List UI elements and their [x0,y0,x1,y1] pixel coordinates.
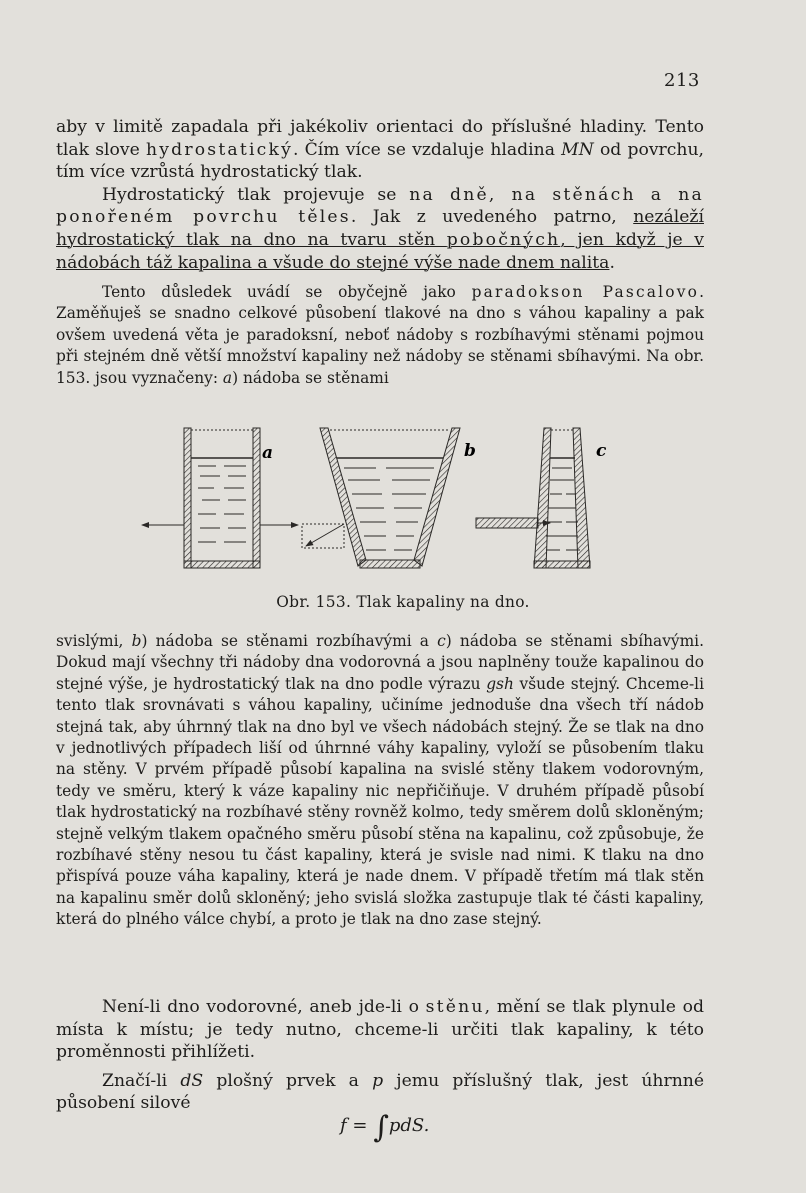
formula-rhs: pdS. [388,1115,430,1136]
text-run: aby v limitě zapadala při jakékoliv orientaci do příslušné hladiny. Tento tlak slove [56,117,704,160]
figure-caption: Obr. 153. Tlak kapaliny na dno. [276,593,530,611]
label-ref-b: b [131,632,142,650]
vessel-b [302,428,460,568]
label-ref-a: a [222,368,233,387]
figure-vessels [120,418,680,618]
text-run: nezáleží hydrostatický tlak na dno na tvaru stěn [56,207,704,250]
paragraph-vessel-explanation [56,631,704,931]
final-section [56,996,704,1115]
paragraph-pascal-paradox [56,282,704,389]
small-print-section [56,282,704,389]
text-run: , jen když je v nádobách táž kapalina a všude do stejné výše nade dnem nalita [56,229,704,273]
text-run: Značí-li [102,1070,181,1091]
text-run: . Jak z uvedeného patrno, [350,207,634,228]
text-run: ) nádoba se stěnami sbíhavými. Dokud mají všechny tři nádoby dna vodorovná a jsou naplněny touže kapalinou do stejné výše, je hydrostatický tlak na dno podle výrazu [56,632,704,693]
spaced-term-wall: stěnu [425,997,485,1017]
spaced-term-hydrostatic: hydrostatický [145,139,294,160]
symbol-mn: MN [561,139,594,160]
spaced-term-lateral: pobočných [446,229,561,250]
text-run: všude stejný. Chceme-li tento tlak srovnávati s váhou kapaliny, učiníme jednoduše dna všech tří nádob stejná tak, aby úhrnný tlak na dno byl ve všech nádobách stejný. Že se tlak na dno v jednotlivých případech liší od úhrnné váhy kapaliny, vyloží se působením tlaku na stěny. V prvém případě působí kapalina na svislé stěny tlakem vodorovným, tedy ve směru, který k váze kapaliny nic nepřičiňuje. V druhém případě působí tlak hydrostatický na rozbíhavé stěny rovněž kolmo, tedy směrem dolů skloněným; stejně velkým tlakem opačného směru působí stěna na kapalinu, což způsobuje, že rozbíhavé stěny nesou tu část kapaliny, která je svisle nad nimi. K tlaku na dno přispívá pouze váha kapaliny, která je nade dnem. V případě třetím má tlak stěn na kapalinu směr dolů skloněný; jeho svislá složka zastupuje tlak té části kapaliny, která do plného válce chybí, a proto je tlak na dno zase stejný. [56,674,704,929]
intro-section [56,116,704,274]
paragraph-hydrostatic-definition [56,116,704,184]
text-run: jemu příslušný tlak, jest úhrnné působení silové [56,1070,705,1114]
paragraph-force-definition [56,1070,704,1115]
text-run: . [609,252,615,273]
text-run: . Zaměňuješ se snadno celkové působení tlakové na dno s váhou kapaliny a pak ovšem uvedená věta je paradoksní, neboť nádoby s rozbíhavými stěnami pojmou při stejném dně větší množství kapaliny než nádoby se stěnami sbíhavými. Na obr. 153. jsou vyznačeny: [56,283,704,387]
spaced-term-pascal: paradokson Pascalovo [471,283,700,301]
text-run: Hydrostatický tlak projevuje se [102,184,410,205]
vessel-a [142,428,298,568]
text-run: Tento důsledek uvádí se obyčejně jako [102,283,472,301]
label-b: b [464,441,476,461]
formula-equals: = [346,1115,374,1136]
vessel-c [476,428,590,568]
formula-total-force [340,1110,429,1145]
text-run: . Čím více se vzdaluje hladina [293,139,562,160]
text-run: Není-li dno vodorovné, aneb jde-li o [102,997,426,1017]
text-run: ) nádoba se stěnami rozbíhavými a [141,632,438,650]
page-number: 213 [664,70,700,91]
label-a: a [262,443,274,463]
spaced-term-locations: na dně, na stěnách a na ponořeném povrchu těles [56,184,705,228]
paragraph-pressure-statement [56,184,704,274]
lower-small-section [56,631,704,931]
symbol-ds: dS [180,1070,204,1091]
label-c: c [596,441,607,461]
text-run: plošný prvek a [203,1070,373,1091]
text-run: , mění se tlak plynule od místa k místu; je tedy nutno, chceme-li určiti tlak kapaliny, k této proměnnosti přihlížeti. [56,997,704,1063]
text-run: ) nádoba se stěnami [232,368,389,387]
label-ref-c: c [437,632,446,650]
formula-lhs: f [340,1115,347,1136]
text-run: svislými, [56,632,132,650]
paragraph-nonhorizontal-bottom [56,996,704,1064]
integral-symbol: ∫ [373,1110,389,1145]
symbol-gsh: gsh [486,674,514,693]
text-run: od povrchu, tím více vzrůstá hydrostatický tlak. [56,139,704,183]
symbol-p: p [372,1070,384,1091]
